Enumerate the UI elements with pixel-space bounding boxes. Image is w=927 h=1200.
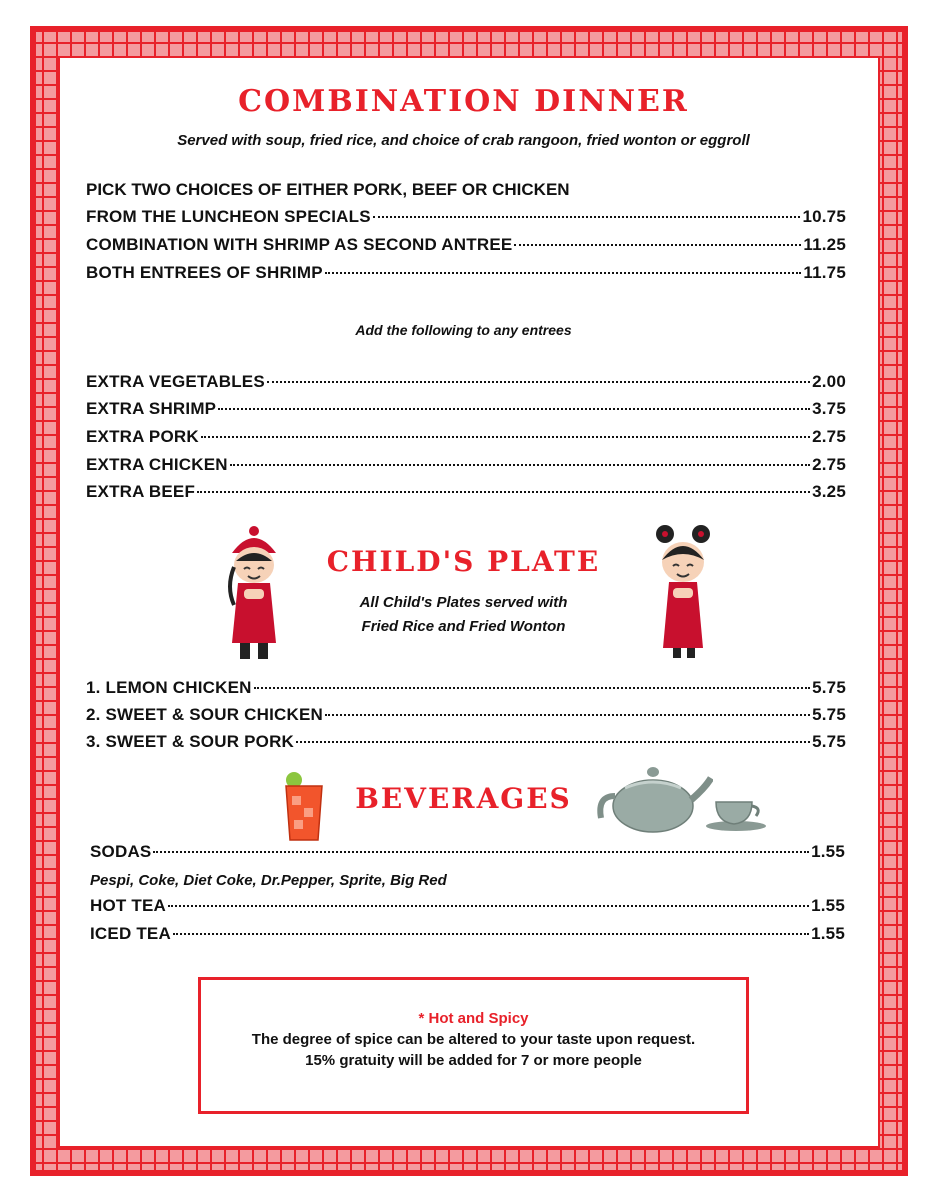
menu-item <box>86 427 846 447</box>
menu-item <box>86 399 846 419</box>
menu-item <box>86 207 846 227</box>
item-name: 3. SWEET & SOUR PORK <box>86 732 295 751</box>
combination-subtitle: Served with soup, fried rice, and choice of crab rangoon, fried wonton or eggroll <box>177 132 750 149</box>
item-name: EXTRA BEEF <box>86 482 196 501</box>
item-price: 1.55 <box>811 924 845 943</box>
item-name: EXTRA CHICKEN <box>86 455 228 474</box>
spice-note: The degree of spice can be altered to your taste upon request. <box>251 1031 696 1048</box>
item-price: 3.75 <box>812 399 846 418</box>
item-name: COMBINATION WITH SHRIMP AS SECOND ANTREE <box>86 235 513 254</box>
item-name: ICED TEA <box>90 924 171 943</box>
item-name: SODAS <box>90 842 152 861</box>
item-name: BOTH ENTREES OF SHRIMP <box>86 263 323 282</box>
menu-item <box>86 235 846 255</box>
girl-illustration-icon <box>645 520 721 662</box>
menu-item <box>86 455 846 475</box>
menu-item <box>86 482 846 502</box>
item-price: 2.00 <box>812 372 846 391</box>
item-name: 2. SWEET & SOUR CHICKEN <box>86 705 323 724</box>
item-price: 1.55 <box>811 896 845 915</box>
menu-item <box>86 263 846 283</box>
item-price: 2.75 <box>812 455 846 474</box>
child-plate-title: CHILD'S PLATE <box>326 545 601 578</box>
item-name: FROM THE LUNCHEON SPECIALS <box>86 207 371 226</box>
item-price: 11.75 <box>803 263 846 282</box>
menu-item <box>90 924 845 944</box>
hot-and-spicy-label: * Hot and Spicy <box>418 1010 529 1027</box>
item-price: 5.75 <box>812 705 846 724</box>
item-price: 11.25 <box>803 235 846 254</box>
notice-box <box>198 977 749 1114</box>
item-price: 2.75 <box>812 427 846 446</box>
item-name: EXTRA SHRIMP <box>86 399 217 418</box>
item-name: EXTRA VEGETABLES <box>86 372 265 391</box>
child-subtitle-line2: Fried Rice and Fried Wonton <box>361 618 566 635</box>
child-subtitle-line1: All Child's Plates served with <box>359 594 568 611</box>
teapot-icon <box>595 766 713 834</box>
gratuity-note: 15% gratuity will be added for 7 or more people <box>305 1052 642 1069</box>
item-price: 5.75 <box>812 678 846 697</box>
menu-item <box>90 896 845 916</box>
item-name: EXTRA PORK <box>86 427 199 446</box>
menu-item <box>86 705 846 725</box>
combination-title: COMBINATION DINNER <box>238 84 689 119</box>
soda-list: Pespi, Coke, Diet Coke, Dr.Pepper, Sprite, Big Red <box>90 872 447 889</box>
item-price: 1.55 <box>811 842 845 861</box>
menu-item <box>86 372 846 392</box>
beverages-title: BEVERAGES <box>355 782 572 815</box>
combination-intro: PICK TWO CHOICES OF EITHER PORK, BEEF OR CHICKEN <box>86 180 570 199</box>
menu-item <box>90 842 845 862</box>
teacup-icon <box>706 798 768 832</box>
item-name: 1. LEMON CHICKEN <box>86 678 252 697</box>
item-price: 5.75 <box>812 732 846 751</box>
item-price: 3.25 <box>812 482 846 501</box>
item-price: 10.75 <box>802 207 846 226</box>
menu-item <box>86 732 846 752</box>
addons-heading: Add the following to any entrees <box>355 322 572 338</box>
item-name: HOT TEA <box>90 896 167 915</box>
menu-item <box>86 678 846 698</box>
